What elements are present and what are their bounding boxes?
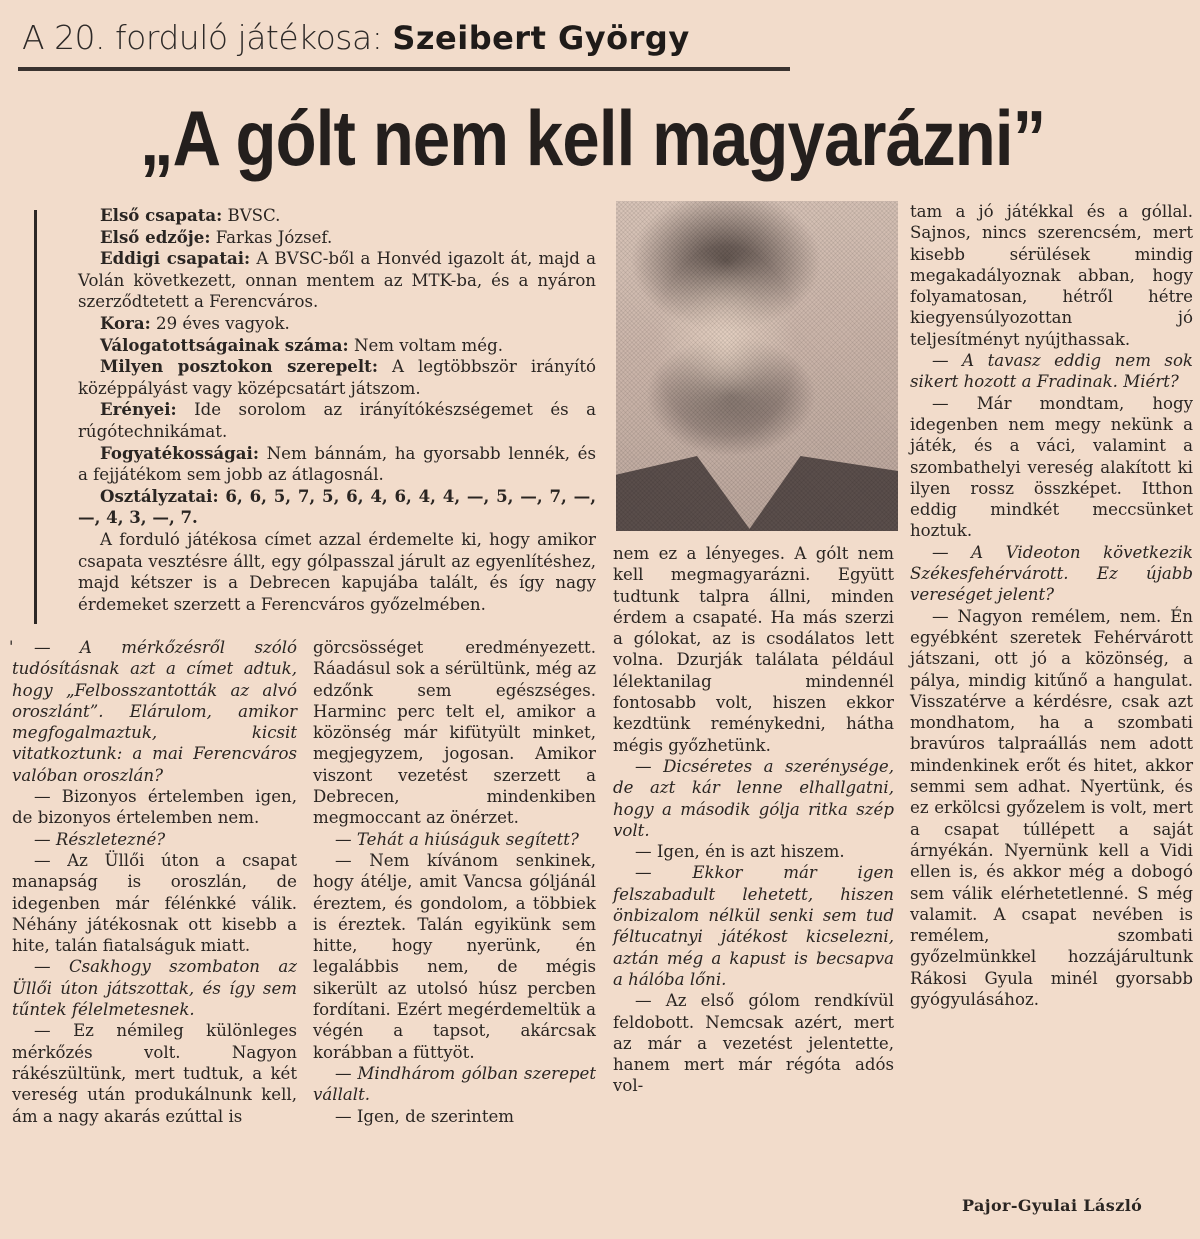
interview-answer: — Igen, én is azt hiszem. [635,842,845,862]
interview-question: — Csakhogy szombaton az Üllői úton játszottak, és így sem tűntek félelmetesnek. [12,957,297,1020]
profile-item [78,399,596,442]
profile-item [78,356,596,399]
headline: „A gólt nem kell magyarázni” [140,94,1046,182]
profile-label: Válogatottságainak száma: [100,334,349,355]
interview-question: — Tehát a hiúságuk segített? [335,829,579,849]
interview-question: — A tavasz eddig nem sok sikert hozott a Fradinak. Miért? [910,351,1193,392]
interview-question: — Mindhárom gólban szerepet vállalt. [313,1063,596,1105]
interview-question: — A mérkőzésről szóló tudósításnak azt a címet adtuk, hogy „Felbosszantották az alvó oroszlánt”. Elárulom, amikor megfogalmaztuk, kicsit vitatkoztunk: a mai Ferencváros valóban oroszlán? [12,638,297,785]
interview-answer: — Az első gólom rendkívül feldobott. Nemcsak azért, mert az már a vezetést jelentette, hanem mert már régóta adós vol- [613,991,894,1096]
profile-label: Eddigi csapatai: [100,248,251,269]
interview-answer: — Az Üllői úton a csapat manapság is oroszlán, de idegenben már félénkké válik. Néhány játékosnak ott kisebb a hite, talán fiatalságuk miatt. [12,850,297,956]
interview-answer: — Nagyon remélem, nem. Én egyébként szeretek Fehérvárott játszani, ott jó a közönség, a pálya, mindig kitűnő a hangulat. Visszatérve a kérdésre, csak azt mondhatom, ha a szombati bravúros talpraállás nem adott mindenkinek erőt és hitet, akkor semmi sem adhat. Nyertünk, és ez erkölcsi győzelem is volt, mert a csapat túllépett a saját árnyékán. Nyernünk kell a Vidi ellen is, és akkor még a dobogó sem válik elérhetetlenné. S még valamit. A csapat nevében is remélem, szombati győzelmünkkel hozzájárultunk Rákosi Gyula minél gyorsabb gyógyulásához. [910,606,1193,1009]
interview-question: — A Videoton következik Székesfehérvárott. Ez újabb vereséget jelent? [910,542,1193,605]
profile-item [78,335,596,357]
kicker-prefix: A 20. forduló játékosa: [22,18,383,57]
interview-answer: — Ez némileg különleges mérkőzés volt. Nagyon rákészültünk, mert tudtuk, a két vereség után produkálnunk kell, ám a nagy akarás ezúttal is [12,1021,297,1126]
interview-answer: görcsösséget eredményezett. Ráadásul sok a sérültünk, még az edzőnk sem egészséges. Harminc perc telt el, amikor a közönség már kifütyült minket, megjegyzem, jogosan. Amikor viszont vezetést szerzett a Debrecen, mindenkiben megmoccant az önérzet. [313,638,596,828]
interview-answer: nem ez a lényeges. A gólt nem kell megmagyarázni. Együtt tudtunk talpra állni, minden érdem a csapaté. Ha más szerzi a gólokat, az is csodálatos lett volna. Dzurják találata például lélektanilag mindennél fontosabb volt, hiszen ekkor kezdtünk reménykedni, hátha mégis győzhetünk. [613,544,894,755]
player-photo [616,201,898,531]
interview-answer: tam a jó játékkal és a góllal. Sajnos, nincs szerencsém, mert kisebb sérülések mindig megakadályoznak abban, hogy folyamatosan, hétről hétre kiegyensúlyozottan jó teljesítményt nyújthassak. [910,202,1193,349]
profile-item [78,227,596,249]
interview-question: — Ekkor már igen felszabadult lehetett, hiszen önbizalom nélkül senki sem tud féltucatnyi játékost kicselezni, aztán még a kapust is becsapva a hálóba lőni. [613,863,894,989]
profile-value: 29 éves vagyok. [150,313,290,333]
profile-value: 6, 6, 5, 7, 5, 6, 4, 6, 4, 4, —, 5, —, 7, —, —, 4, 3, —, 7. [78,485,596,528]
intro-paragraph: A forduló játékosa címet azzal érdemelte ki, hogy amikor csapata vesztésre állt, egy gólpasszal járult az egyenlítéshez, majd kétszer is a Debrecen kapujába talált, és így nagy érdemeket szerzett a Ferencváros győzelmében. [78,529,596,614]
interview-answer: — Bizonyos értelemben igen, de bizonyos értelemben nem. [12,787,297,828]
interview-answer: — Nem kívánom senkinek, hogy átélje, amit Vancsa góljánál éreztem, és gondolom, a többiek is éreztek. Talán egyikünk sem hitte, hogy nyerünk, én legalábbis nem, de mégis sikerült az utolsó húsz percben fordítani. Ezért megérdemeltük a végén a tapsot, akárcsak korábban a füttyöt. [313,850,596,1062]
profile-label: Milyen posztokon szerepelt: [100,356,378,377]
interview-column-3 [613,543,894,1097]
interview-answer: — Már mondtam, hogy idegenben nem megy nekünk a játék, és a váci, valamint a szombathelyi vereség alakított ki ilyen rossz összképet. Itthon eddig mindkét meccsünket hoztuk. [910,393,1193,541]
profile-label: Osztályzatai: [100,485,219,506]
interview-question: — Részletezné? [34,829,166,849]
player-name: Szeibert György [392,19,690,57]
interview-answer: — Igen, de szerintem [335,1106,515,1126]
profile-item [78,313,596,335]
profile-label: Első csapata: [100,205,223,225]
interview-question: — Dicséretes a szerénysége, de azt kár lenne elhallgatni, hogy a második gólja ritka szép volt. [613,756,894,840]
kicker-rule [18,67,790,71]
interview-column-1 [12,637,297,1127]
interview-column-2 [313,637,596,1127]
author-byline: Pajor-Gyulai László [962,1196,1143,1215]
profile-label: Első edzője: [100,226,211,247]
profile-label: Kora: [100,312,151,333]
profile-label: Erényei: [100,399,177,420]
profile-value: BVSC. [222,206,281,225]
column-mark: ' [9,637,14,656]
kicker [22,14,792,62]
profile-item [78,486,596,529]
profile-value: Nem voltam még. [348,335,504,355]
profile-value: Farkas József. [210,227,333,247]
profile-value: Ide sorolom az irányítókészségemet és a rúgótechnikámat. [78,400,596,441]
profile-section [78,205,596,615]
interview-column-4 [910,201,1193,1010]
profile-value: A legtöbbször irányító középpályást vagy középcsatárt játszom. [78,357,597,398]
profile-value: A BVSC-ből a Honvéd igazolt át, majd a Volán következett, onnan mentem az MTK-ba, és a nyáron szerződtetett a Ferencváros. [78,249,596,312]
profile-label: Fogyatékosságai: [100,442,259,463]
profile-item [78,205,596,227]
profile-value: Nem bánnám, ha gyorsabb lennék, és a fejjátékom sem jobb az átlagosnál. [78,443,596,485]
photo-halftone [616,201,898,531]
profile-item [78,443,596,486]
profile-item [78,248,596,313]
